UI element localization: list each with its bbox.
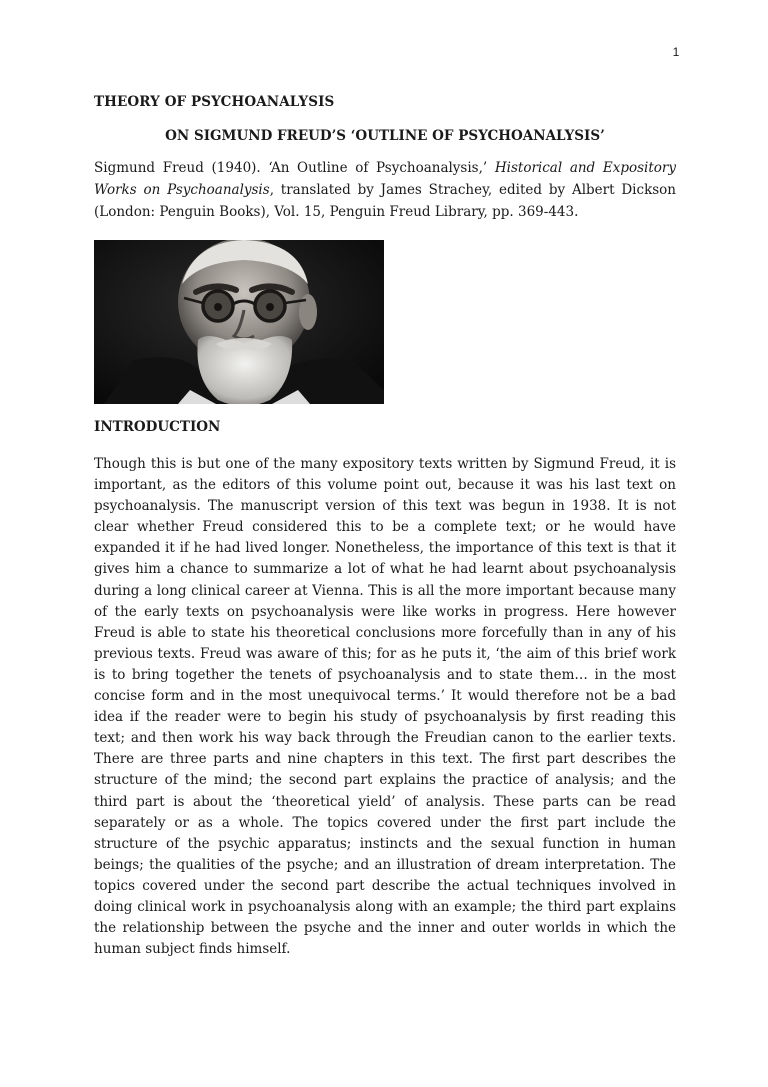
citation-text-start: Sigmund Freud (1940). ‘An Outline of Psychoanalysis,’	[94, 160, 495, 176]
citation-paragraph	[94, 157, 676, 223]
portrait-illustration	[94, 240, 384, 404]
page-number: 1	[672, 45, 680, 59]
freud-portrait-image	[94, 240, 384, 404]
citation-text-end: , translated by James Strachey, edited by Albert Dickson (London: Penguin Books), Vol. 15, Penguin Freud Library, pp. 369-443.	[94, 182, 676, 220]
introduction-body	[94, 454, 676, 960]
document-title: THEORY OF PSYCHOANALYSIS	[94, 94, 335, 110]
section-heading-introduction: INTRODUCTION	[94, 419, 221, 435]
citation	[94, 157, 676, 223]
citation-book-title: Historical and Expository Works on Psychoanalysis	[94, 160, 676, 198]
document-subtitle: ON SIGMUND FREUD’S ‘OUTLINE OF PSYCHOANALYSIS’	[165, 128, 605, 144]
introduction-paragraph: Though this is but one of the many expository texts written by Sigmund Freud, it is important, as the editors of this volume point out, because it was his last text on psychoanalysis. The manuscript version of this text was begun in 1938. It is not clear whether Freud considered this to be a complete text; or he would have expanded it if he had lived longer. Nonetheless, the importance of this text is that it gives him a chance to summarize a lot of what he had learnt about psychoanalysis during a long clinical career at Vienna. This is all the more important because many of the early texts on psychoanalysis were like works in progress. Here however Freud is able to state his theoretical conclusions more forcefully than in any of his previous texts. Freud was aware of this; for as he puts it, ‘the aim of this brief work is to bring together the tenets of psychoanalysis and to state them… in the most concise form and in the most unequivocal terms.’ It would therefore not be a bad idea if the reader were to begin his study of psychoanalysis by first reading this text; and then work his way back through the Freudian canon to the earlier texts. There are three parts and nine chapters in this text. The first part describes the structure of the mind; the second part explains the practice of analysis; and the third part is about the ‘theoretical yield’ of analysis. These parts can be read separately or as a whole. The topics covered under the first part include the structure of the psychic apparatus; instincts and the sexual function in human beings; the qualities of the psyche; and an illustration of dream interpretation. The topics covered under the second part describe the actual techniques involved in doing clinical work in psychoanalysis along with an example; the third part explains the relationship between the psyche and the inner and outer worlds in which the human subject finds himself.	[94, 456, 676, 958]
